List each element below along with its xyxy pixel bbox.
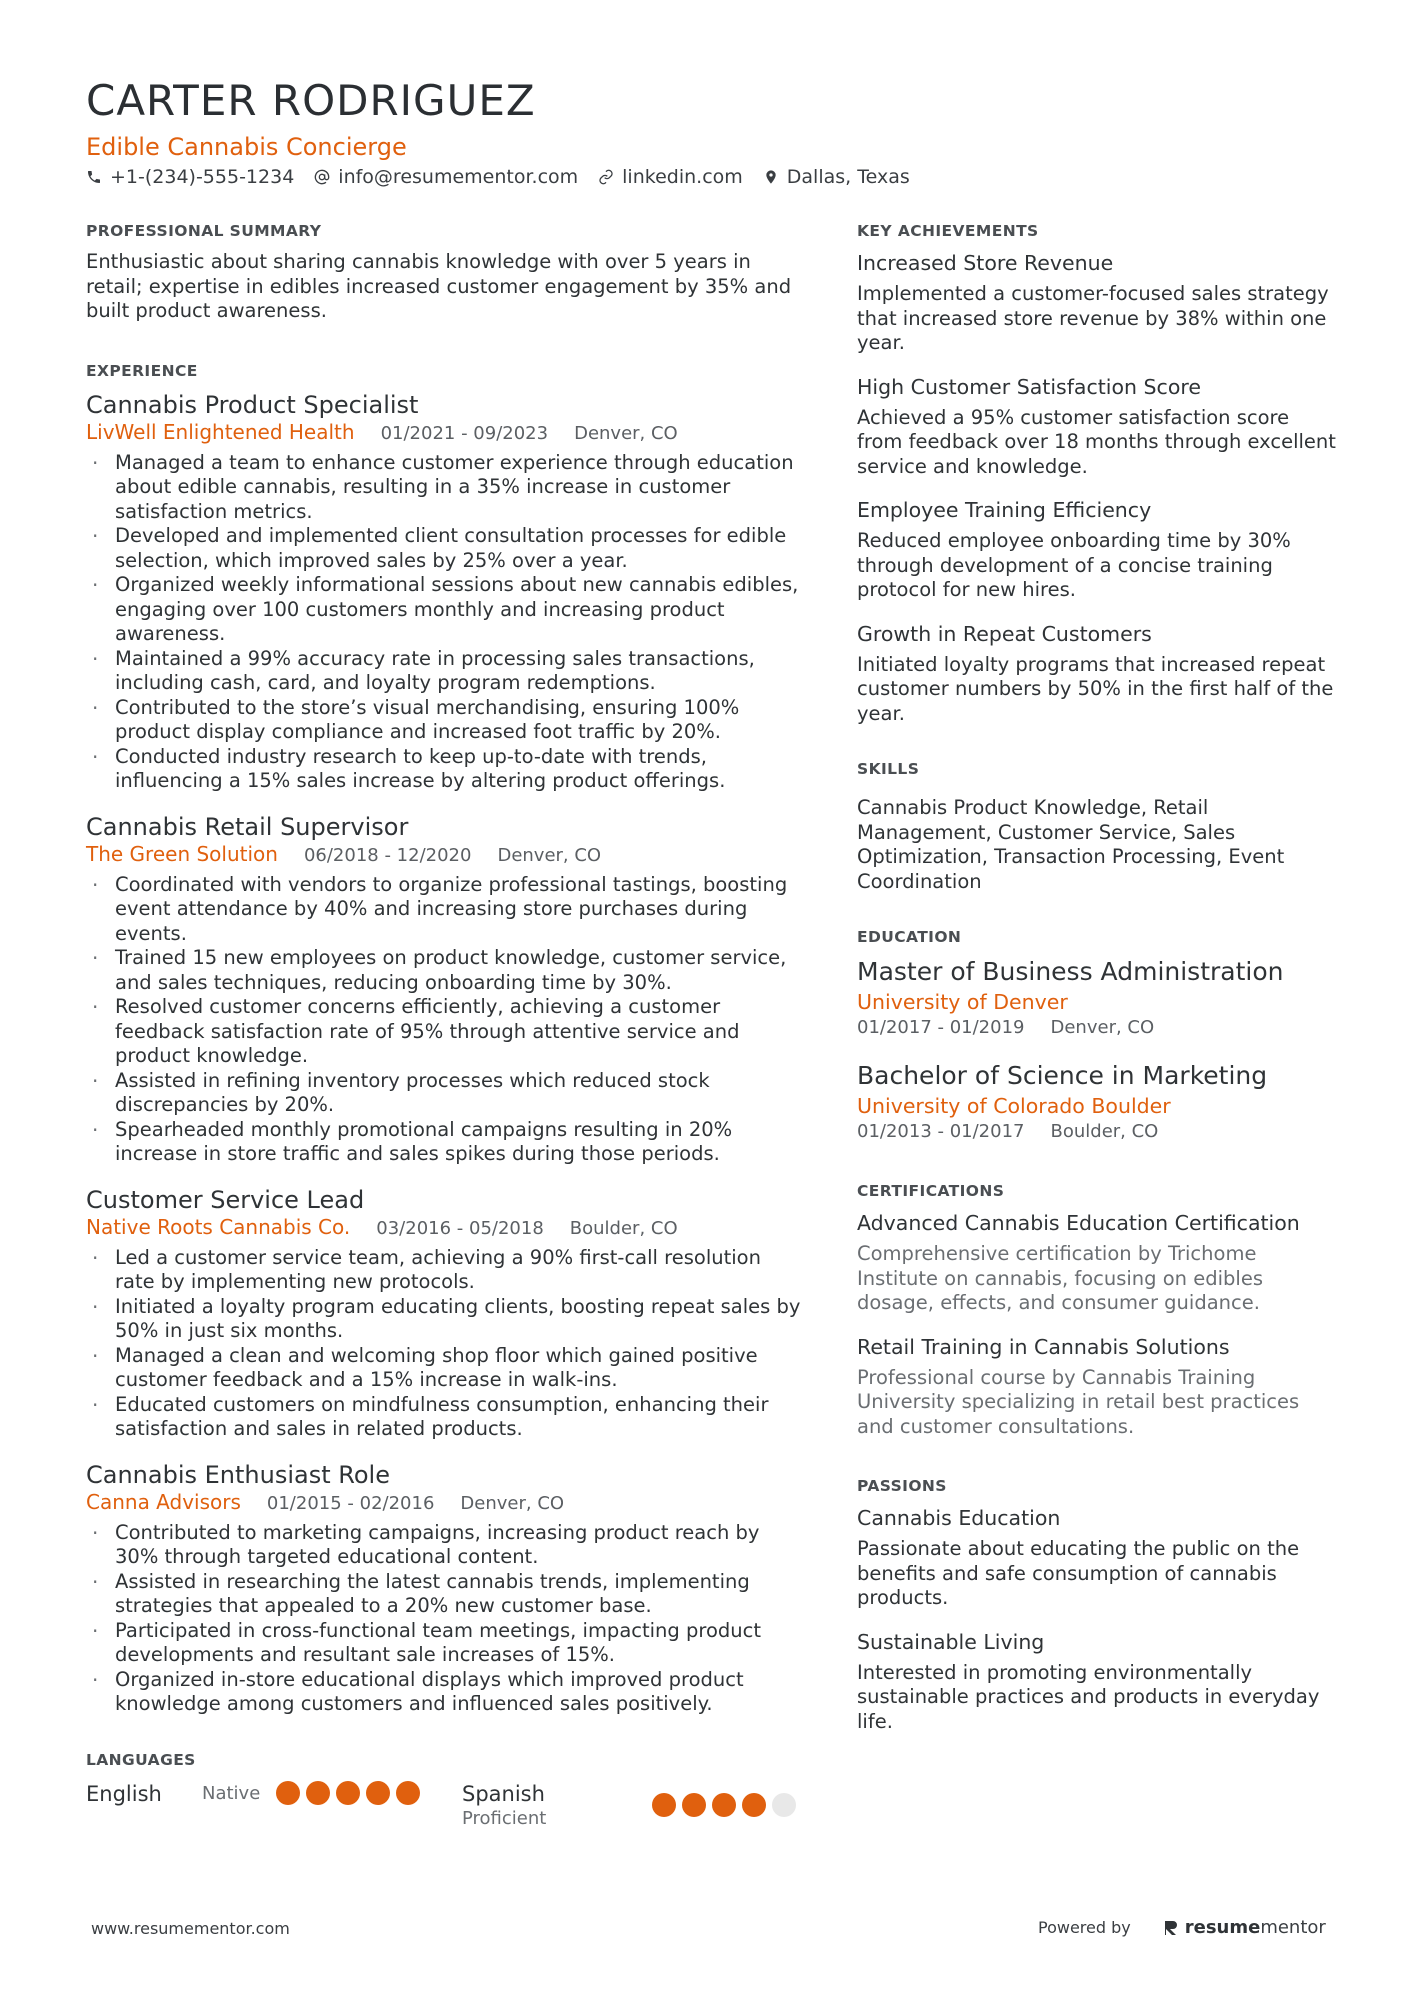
job-bullets: [86, 1521, 806, 1717]
contact-location: [763, 166, 910, 188]
company-name: Native Roots Cannabis Co.: [86, 1214, 351, 1239]
certification-item: [857, 1334, 1339, 1440]
job-dates: 01/2015 - 02/2016: [266, 1492, 435, 1514]
job-bullets: [86, 873, 806, 1167]
job-title: Cannabis Product Specialist: [86, 390, 419, 419]
job-bullet: · Educated customers on mindfulness consumption, enhancing their satisfaction and sales in related products.: [86, 1393, 806, 1442]
certification-title: Advanced Cannabis Education Certification: [857, 1211, 1300, 1235]
language-item-english: [86, 1781, 462, 1831]
job-bullet: · Developed and implemented client consultation processes for edible selection, which improved sales by 25% over a year.: [86, 524, 806, 573]
language-item-spanish: [462, 1781, 806, 1831]
linkedin-text: linkedin.com: [622, 166, 743, 188]
education-dates: 01/2017 - 01/2019: [857, 1017, 1025, 1038]
job-bullet: · Led a customer service team, achieving a 90% first-call resolution rate by implementing new protocols.: [86, 1246, 806, 1295]
rating-dot-filled: [276, 1781, 300, 1805]
job-bullet: · Initiated a loyalty program educating clients, boosting repeat sales by 50% in just six months.: [86, 1295, 806, 1344]
resumementor-logo-icon: [1163, 1919, 1179, 1937]
job-bullet: · Managed a team to enhance customer experience through education about edible cannabis, resulting in a 35% increase in customer satisfaction metrics.: [86, 451, 806, 525]
summary-section: [86, 222, 806, 324]
rating-dot-filled: [366, 1781, 390, 1805]
candidate-name: CARTER RODRIGUEZ: [86, 76, 536, 125]
job-bullet: · Maintained a 99% accuracy rate in processing sales transactions, including cash, card, and loyalty program redemptions.: [86, 647, 806, 696]
job-bullet: · Resolved customer concerns efficiently, achieving a customer feedback satisfaction rate of 95% through attentive service and product knowledge.: [86, 995, 806, 1069]
languages-title: LANGUAGES: [86, 1750, 196, 1769]
education-title: EDUCATION: [857, 928, 962, 946]
contact-email[interactable]: [314, 166, 578, 188]
job-title: Cannabis Enthusiast Role: [86, 1460, 390, 1489]
job-meta: [86, 1490, 806, 1516]
rating-dot-filled: [306, 1781, 330, 1805]
job-dates: 03/2016 - 05/2018: [376, 1217, 544, 1239]
education-dates: 01/2013 - 01/2017: [857, 1121, 1025, 1142]
job-bullet: · Assisted in refining inventory processes which reduced stock discrepancies by 20%.: [86, 1069, 806, 1118]
passions-section: [857, 1477, 1339, 1734]
language-rating: [652, 1793, 802, 1817]
location-pin-icon: [763, 169, 779, 185]
job-bullet: · Managed a clean and welcoming shop floor which gained positive customer feedback and a 15% increase in walk-ins.: [86, 1344, 806, 1393]
footer-powered: [1038, 1917, 1326, 1938]
achievement-item: [857, 374, 1339, 480]
job-bullet: · Assisted in researching the latest cannabis trends, implementing strategies that appealed to a 20% new customer base.: [86, 1570, 806, 1619]
summary-text: Enthusiastic about sharing cannabis knowledge with over 5 years in retail; expertise in edibles increased customer engagement by 35% and built product awareness.: [86, 250, 792, 322]
job-bullet: · Coordinated with vendors to organize professional tastings, boosting event attendance by 40% and increasing store purchases during events.: [86, 873, 806, 947]
language-label-group: [86, 1781, 202, 1807]
language-name: Spanish: [462, 1781, 545, 1806]
job-location: Denver, CO: [497, 844, 602, 866]
company-name: LivWell Enlightened Health: [86, 419, 355, 444]
powered-by-label: Powered by: [1038, 1918, 1131, 1937]
education-meta: [857, 1120, 1339, 1144]
education-location: Boulder, CO: [1050, 1121, 1159, 1142]
right-column: [857, 222, 1339, 1734]
job-bullet: · Organized weekly informational sessions about new cannabis edibles, engaging over 100 customers monthly and increasing product awareness.: [86, 573, 806, 647]
job-bullet: · Trained 15 new employees on product knowledge, customer service, and sales techniques, reducing onboarding time by 30%.: [86, 946, 806, 995]
job-meta: [86, 420, 806, 446]
achievement-text: Reduced employee onboarding time by 30% through development of a concise training protocol for new hires.: [857, 529, 1291, 601]
job-location: Denver, CO: [574, 422, 678, 444]
achievement-text: Initiated loyalty programs that increased repeat customer numbers by 50% in the first half of the year.: [857, 652, 1334, 725]
language-name: English: [86, 1781, 162, 1806]
skills-text: Cannabis Product Knowledge, Retail Management, Customer Service, Sales Optimization, Transaction Processing, Event Coordination: [857, 796, 1285, 893]
achievement-list: [857, 250, 1339, 726]
language-level: Proficient: [462, 1807, 547, 1829]
job-bullet: · Participated in cross-functional team meetings, impacting product developments and resultant sale increases of 15%.: [86, 1619, 806, 1668]
school-name: University of Colorado Boulder: [857, 1094, 1171, 1118]
company-name: Canna Advisors: [86, 1489, 241, 1514]
language-label-group: [462, 1781, 652, 1831]
skills-title: SKILLS: [857, 760, 920, 778]
summary-title: PROFESSIONAL SUMMARY: [86, 222, 322, 240]
achievement-item: [857, 497, 1339, 603]
contact-linkedin[interactable]: [598, 166, 743, 188]
passion-title: Sustainable Living: [857, 1629, 1045, 1654]
passions-title: PASSIONS: [857, 1477, 947, 1495]
job-title: Customer Service Lead: [86, 1185, 365, 1214]
passion-text: Passionate about educating the public on the benefits and safe consumption of cannabis products.: [857, 1537, 1300, 1609]
passion-text: Interested in promoting environmentally sustainable practices and products in everyday life.: [857, 1660, 1320, 1733]
company-name: The Green Solution: [86, 841, 278, 866]
rating-dot-empty: [772, 1793, 796, 1817]
rating-dot-filled: [742, 1793, 766, 1817]
certifications-section: [857, 1182, 1339, 1439]
skills-section: [857, 760, 1339, 894]
job-location: Denver, CO: [460, 1492, 565, 1514]
achievement-title: High Customer Satisfaction Score: [857, 374, 1201, 399]
job-entry: [86, 812, 806, 1167]
job-title: Cannabis Retail Supervisor: [86, 812, 409, 841]
education-section: [857, 928, 1339, 1144]
job-bullet: · Contributed to marketing campaigns, increasing product reach by 30% through targeted educational content.: [86, 1521, 806, 1570]
language-rating: [276, 1781, 426, 1805]
rating-dot-filled: [336, 1781, 360, 1805]
passion-item: [857, 1629, 1339, 1735]
job-dates: 01/2021 - 09/2023: [380, 422, 549, 444]
certification-text: Comprehensive certification by Trichome Institute on cannabis, focusing on edibles dosage, effects, and consumer guidance.: [857, 1242, 1263, 1314]
achievement-text: Achieved a 95% customer satisfaction score from feedback over 18 months through excellent service and knowledge.: [857, 405, 1336, 478]
job-entry: [86, 390, 806, 794]
job-bullet: · Spearheaded monthly promotional campaigns resulting in 20% increase in store traffic and sales spikes during those periods.: [86, 1118, 806, 1167]
job-list: [86, 390, 806, 1717]
email-text: info@resumementor.com: [338, 166, 579, 188]
languages-section: [86, 1751, 806, 1831]
job-bullets: [86, 1246, 806, 1442]
job-bullets: [86, 451, 806, 794]
education-meta: [857, 1016, 1339, 1040]
at-icon: [314, 169, 330, 185]
contact-phone[interactable]: [86, 166, 294, 188]
language-list: [86, 1781, 806, 1831]
education-location: Denver, CO: [1050, 1017, 1155, 1038]
certification-text: Professional course by Cannabis Training University specializing in retail best practices and customer consultations.: [857, 1365, 1300, 1438]
rating-dot-filled: [652, 1793, 676, 1817]
education-item: [857, 956, 1339, 1040]
job-dates: 06/2018 - 12/2020: [303, 844, 472, 866]
certification-list: [857, 1210, 1339, 1439]
job-meta: [86, 1215, 806, 1241]
achievement-item: [857, 250, 1339, 356]
achievement-text: Implemented a customer-focused sales strategy that increased store revenue by 38% within one year.: [857, 282, 1329, 354]
achievement-title: Employee Training Efficiency: [857, 498, 1152, 522]
achievement-title: Growth in Repeat Customers: [857, 621, 1152, 646]
education-list: [857, 956, 1339, 1144]
contact-bar: [86, 166, 930, 188]
brand-logo[interactable]: [1163, 1917, 1326, 1938]
certification-title: Retail Training in Cannabis Solutions: [857, 1334, 1230, 1359]
job-location: Boulder, CO: [569, 1217, 678, 1239]
achievement-item: [857, 621, 1339, 727]
rating-dot-filled: [396, 1781, 420, 1805]
job-entry: [86, 1185, 806, 1442]
achievements-title: KEY ACHIEVEMENTS: [857, 222, 1039, 240]
degree-name: Bachelor of Science in Marketing: [857, 1061, 1268, 1090]
passion-title: Cannabis Education: [857, 1506, 1061, 1530]
rating-dot-filled: [682, 1793, 706, 1817]
footer-website[interactable]: www.resumementor.com: [91, 1919, 290, 1938]
link-icon: [598, 169, 614, 185]
language-level: Native: [202, 1782, 261, 1804]
phone-text: +1-(234)-555-1234: [110, 166, 295, 188]
job-meta: [86, 842, 806, 868]
phone-icon: [86, 169, 102, 185]
location-text: Dallas, Texas: [786, 166, 910, 188]
job-bullet: · Conducted industry research to keep up-to-date with trends, influencing a 15% sales increase by altering product offerings.: [86, 745, 806, 794]
candidate-role: Edible Cannabis Concierge: [86, 133, 407, 161]
job-bullet: · Contributed to the store’s visual merchandising, ensuring 100% product display compliance and increased foot traffic by 20%.: [86, 696, 806, 745]
degree-name: Master of Business Administration: [857, 957, 1284, 986]
achievements-section: [857, 222, 1339, 726]
brand-bold: resume: [1184, 1917, 1261, 1938]
job-bullet: · Organized in-store educational displays which improved product knowledge among customers and influenced sales positively.: [86, 1668, 806, 1717]
rating-dot-filled: [712, 1793, 736, 1817]
certification-item: [857, 1210, 1339, 1316]
education-item: [857, 1060, 1339, 1144]
left-column: [86, 222, 806, 1831]
achievement-title: Increased Store Revenue: [857, 251, 1114, 275]
certifications-title: CERTIFICATIONS: [857, 1182, 1005, 1200]
job-entry: [86, 1460, 806, 1717]
school-name: University of Denver: [857, 990, 1068, 1014]
experience-section: [86, 362, 806, 1717]
brand-rest: mentor: [1260, 1917, 1326, 1938]
experience-title: EXPERIENCE: [86, 361, 198, 380]
passion-item: [857, 1505, 1339, 1611]
passion-list: [857, 1505, 1339, 1734]
